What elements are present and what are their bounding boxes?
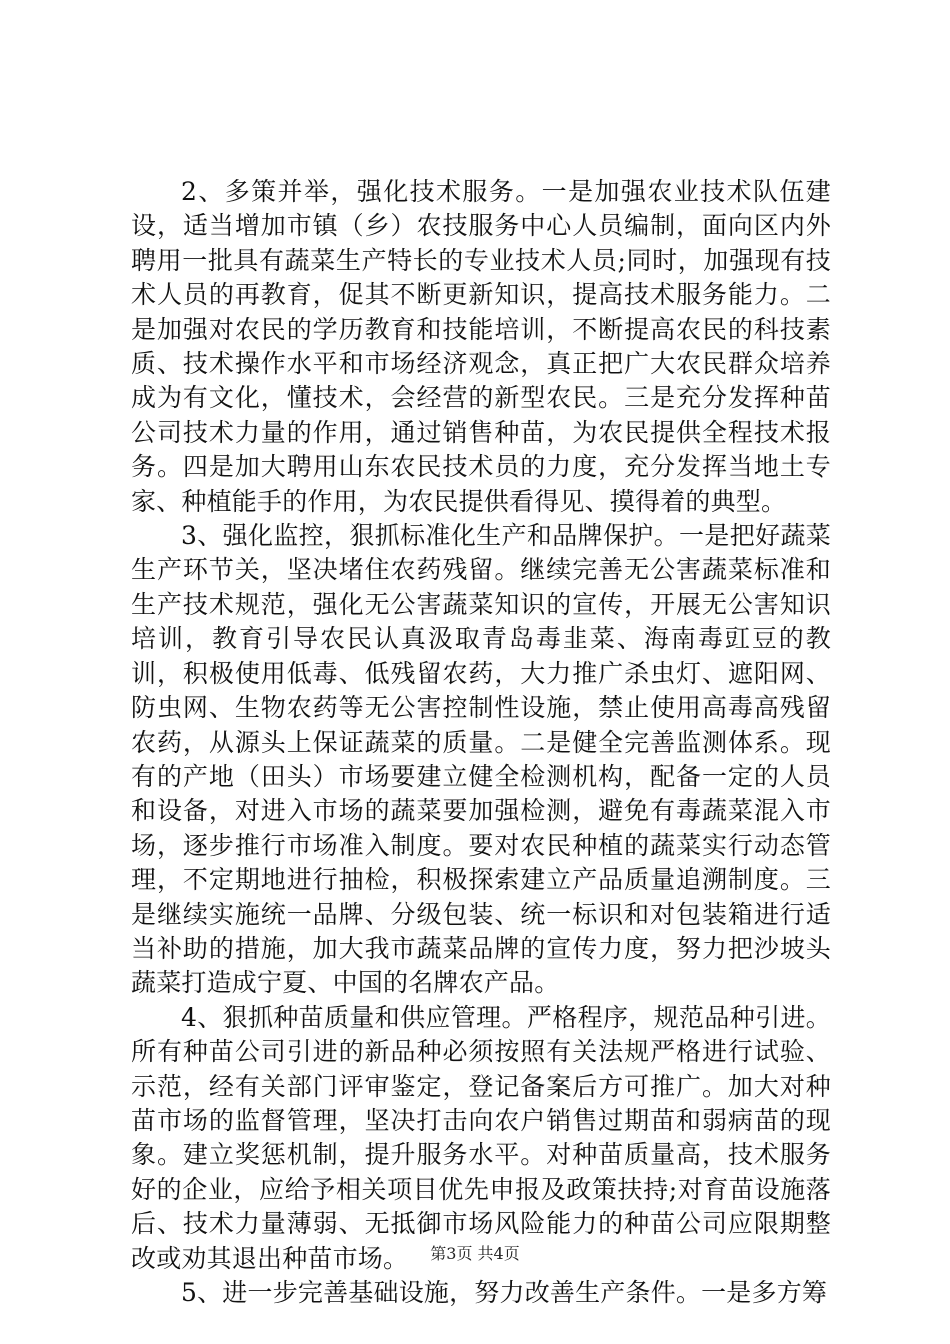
- paragraph-seedling-management: 4、狠抓种苗质量和供应管理。严格程序，规范品种引进。所有种苗公司引进的新品种必须按照有关法规严格进行试验、示范，经有关部门评审鉴定，登记备案后方可推广。加大对种苗市场的监督管理，坚决打击向农户销售过期苗和弱病苗的现象。建立奖惩机制，提升服务水平。对种苗质量高，技术服务好的企业，应给予相关项目优先申报及政策扶持;对育苗设施落后、技术力量薄弱、无抵御市场风险能力的种苗公司应限期整改或劝其退出种苗市场。: [131, 1002, 831, 1273]
- paragraph-monitoring-branding: 3、强化监控，狠抓标准化生产和品牌保护。一是把好蔬菜生产环节关，坚决堵住农药残留。继续完善无公害蔬菜标准和生产技术规范，强化无公害蔬菜知识的宣传，开展无公害知识培训，教育引导农民认真汲取青岛毒韭菜、海南毒豇豆的教训，积极使用低毒、低残留农药，大力推广杀虫灯、遮阳网、防虫网、生物农药等无公害控制性设施，禁止使用高毒高残留农药，从源头上保证蔬菜的质量。二是健全完善监测体系。现有的产地（田头）市场要建立健全检测机构，配备一定的人员和设备，对进入市场的蔬菜要加强检测，避免有毒蔬菜混入市场，逐步推行市场准入制度。要对农民种植的蔬菜实行动态管理，不定期地进行抽检，积极探索建立产品质量追溯制度。三是继续实施统一品牌、分级包装、统一标识和对包装箱进行适当补助的措施，加大我市蔬菜品牌的宣传力度，努力把沙坡头蔬菜打造成宁夏、中国的名牌农产品。: [131, 521, 831, 998]
- paragraph-technical-service: 2、多策并举，强化技术服务。一是加强农业技术队伍建设，适当增加市镇（乡）农技服务中心人员编制，面向区内外聘用一批具有蔬菜生产特长的专业技术人员;同时，加强现有技术人员的再教育，促其不断更新知识，提高技术服务能力。二是加强对农民的学历教育和技能培训，不断提高农民的科技素质、技术操作水平和市场经济观念，真正把广大农民群众培养成为有文化，懂技术，会经营的新型农民。三是充分发挥种苗公司技术力量的作用，通过销售种苗，为农民提供全程技术报务。四是加大聘用山东农民技术员的力度，充分发挥当地土专家、种植能手的作用，为农民提供看得见、摸得着的典型。: [131, 177, 831, 516]
- paragraph-infrastructure: 5、进一步完善基础设施，努力改善生产条件。一是多方筹: [181, 1278, 828, 1307]
- document-body: [131, 175, 831, 1310]
- page-number-footer: 第3页 共4页: [430, 1244, 520, 1263]
